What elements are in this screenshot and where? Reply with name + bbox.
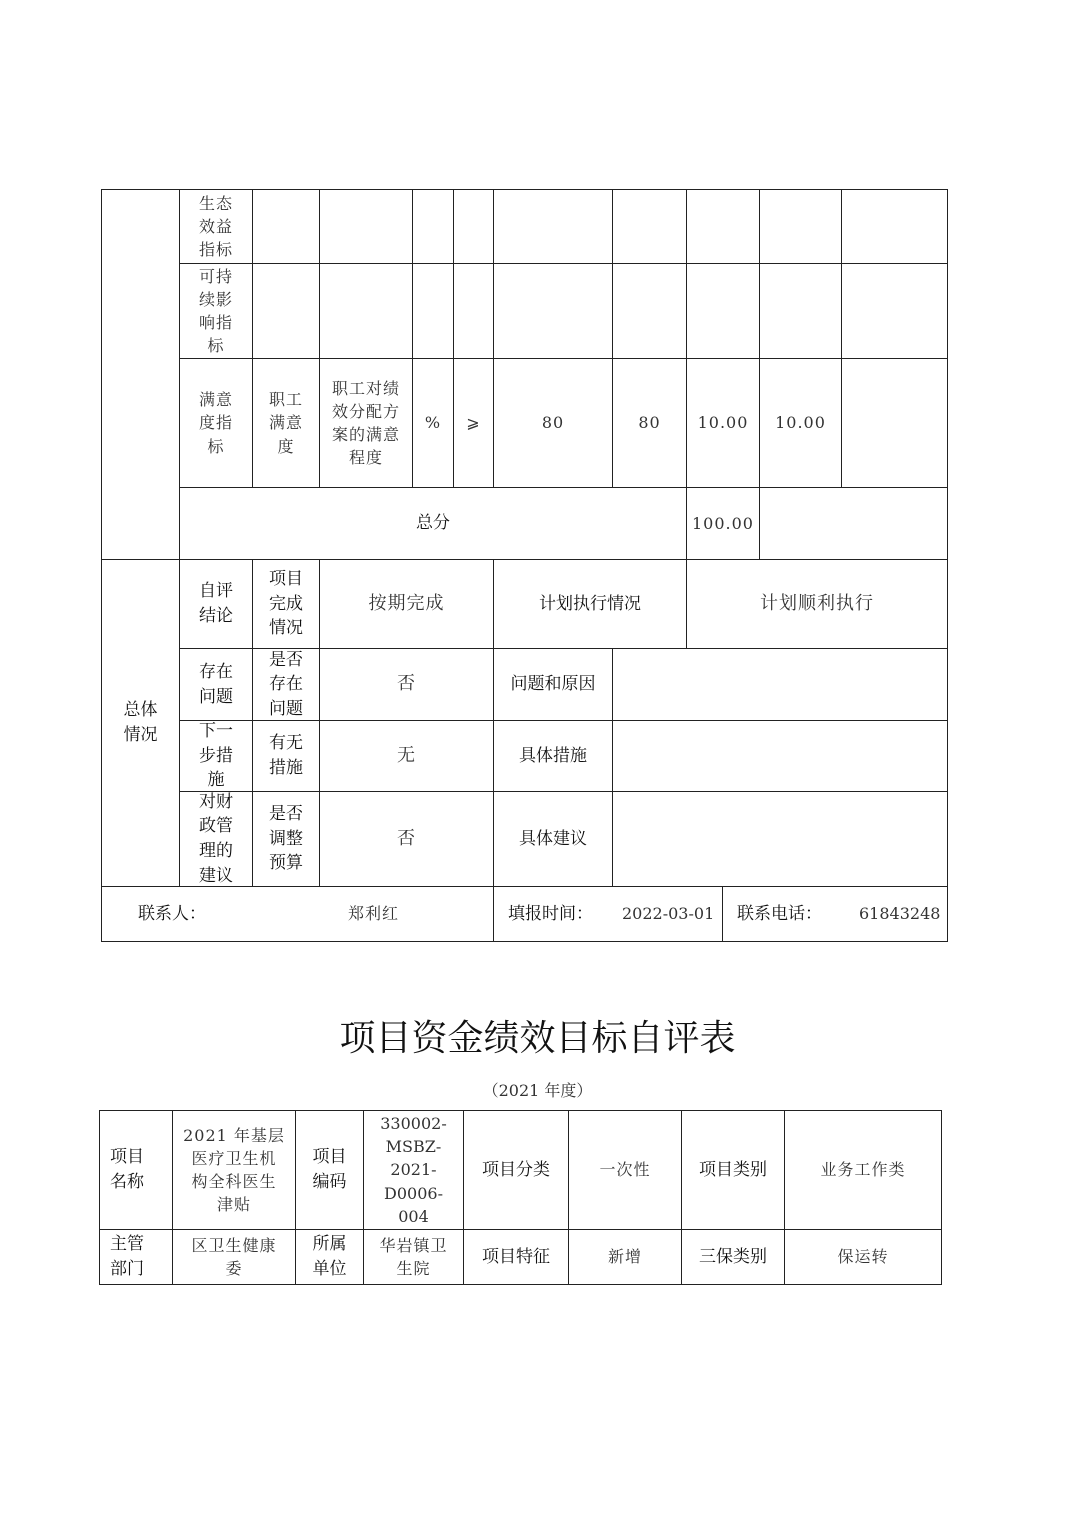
indicator-operator: ⩾ [453,358,494,488]
table-cell [759,487,948,560]
project-name-label: 项目 名称 [99,1110,173,1230]
table-cell [453,263,494,359]
guarantee-value: 保运转 [784,1229,942,1285]
overall-section-label: 总体 情况 [101,559,180,887]
total-label: 总分 [179,487,687,560]
next-step-label: 下一 步措 施 [179,720,253,792]
self-eval-label: 自评 结论 [179,559,253,649]
table-cell [841,263,948,359]
adjust-budget-label: 是否 调整 预算 [252,791,320,887]
form-title: 项目资金绩效目标自评表 [339,1018,736,1059]
table-cell [252,263,320,359]
table-cell [453,189,494,264]
table-cell [493,263,613,359]
left-merged-cell [101,189,180,560]
project-code-value: 330002- MSBZ- 2021- D0006- 004 [363,1110,464,1230]
measure-value [612,720,948,792]
table-cell [319,189,413,264]
plan-label: 计划执行情况 [493,559,687,649]
form-year: （2021 年度） [482,1081,593,1100]
table-cell [841,189,948,264]
completion-label: 项目 完成 情况 [252,559,320,649]
phone-label: 联系电话： [737,903,822,924]
measure-label: 具体措施 [493,720,613,792]
contact-person-value: 郑利红 [348,904,400,924]
unit-label: 所属 单位 [295,1229,364,1285]
project-code-label: 项目 编码 [295,1110,364,1230]
indicator-category-ecology: 生态 效益 指标 [179,189,253,264]
indicator-name: 职工对绩 效分配方 案的满意 程度 [319,358,413,488]
indicator-actual: 80 [612,358,687,488]
contact-person-label: 联系人： [138,903,206,924]
table-cell [612,189,687,264]
table-cell [612,263,687,359]
project-type-label: 项目类别 [681,1110,785,1230]
has-measure-value: 无 [319,720,494,792]
table-cell [319,263,413,359]
project-class-label: 项目分类 [463,1110,569,1230]
project-name-value: 2021 年基层 医疗卫生机 构全科医生 津贴 [172,1110,296,1230]
adjust-budget-value: 否 [319,791,494,887]
advice-label: 对财 政管 理的 建议 [179,791,253,887]
dept-value: 区卫生健康 委 [172,1229,296,1285]
total-value: 100.00 [686,487,760,560]
problem-reason-value [612,648,948,721]
indicator-weight: 10.00 [686,358,760,488]
report-date-label: 填报时间： [508,903,593,924]
advice-detail-label: 具体建议 [493,791,613,887]
contact-person-cell [101,886,494,942]
feature-value: 新增 [568,1229,682,1285]
plan-value: 计划顺利执行 [686,559,948,649]
guarantee-label: 三保类别 [681,1229,785,1285]
indicator-target: 80 [493,358,613,488]
indicator-subcategory: 职工 满意 度 [252,358,320,488]
table-cell [412,263,454,359]
table-cell [252,189,320,264]
indicator-unit: % [412,358,454,488]
project-class-value: 一次性 [568,1110,682,1230]
feature-label: 项目特征 [463,1229,569,1285]
problem-label: 存在 问题 [179,648,253,721]
table-cell [759,189,842,264]
indicator-category-sustainability: 可持 续影 响指 标 [179,263,253,359]
indicator-category-satisfaction: 满意 度指 标 [179,358,253,488]
table-cell [841,358,948,488]
table-cell [686,263,760,359]
project-type-value: 业务工作类 [784,1110,942,1230]
has-measure-label: 有无 措施 [252,720,320,792]
indicator-score: 10.00 [759,358,842,488]
problem-reason-label: 问题和原因 [493,648,613,721]
phone-cell [722,886,948,942]
has-problem-label: 是否 存在 问题 [252,648,320,721]
dept-label: 主管 部门 [99,1229,173,1285]
table-cell [493,189,613,264]
table-cell [759,263,842,359]
unit-value: 华岩镇卫 生院 [363,1229,464,1285]
phone-value: 61843248 [859,904,941,924]
report-date-cell [493,886,723,942]
report-date-value: 2022-03-01 [622,904,715,924]
table-cell [686,189,760,264]
table-cell [412,189,454,264]
has-problem-value: 否 [319,648,494,721]
advice-detail-value [612,791,948,887]
completion-value: 按期完成 [319,559,494,649]
